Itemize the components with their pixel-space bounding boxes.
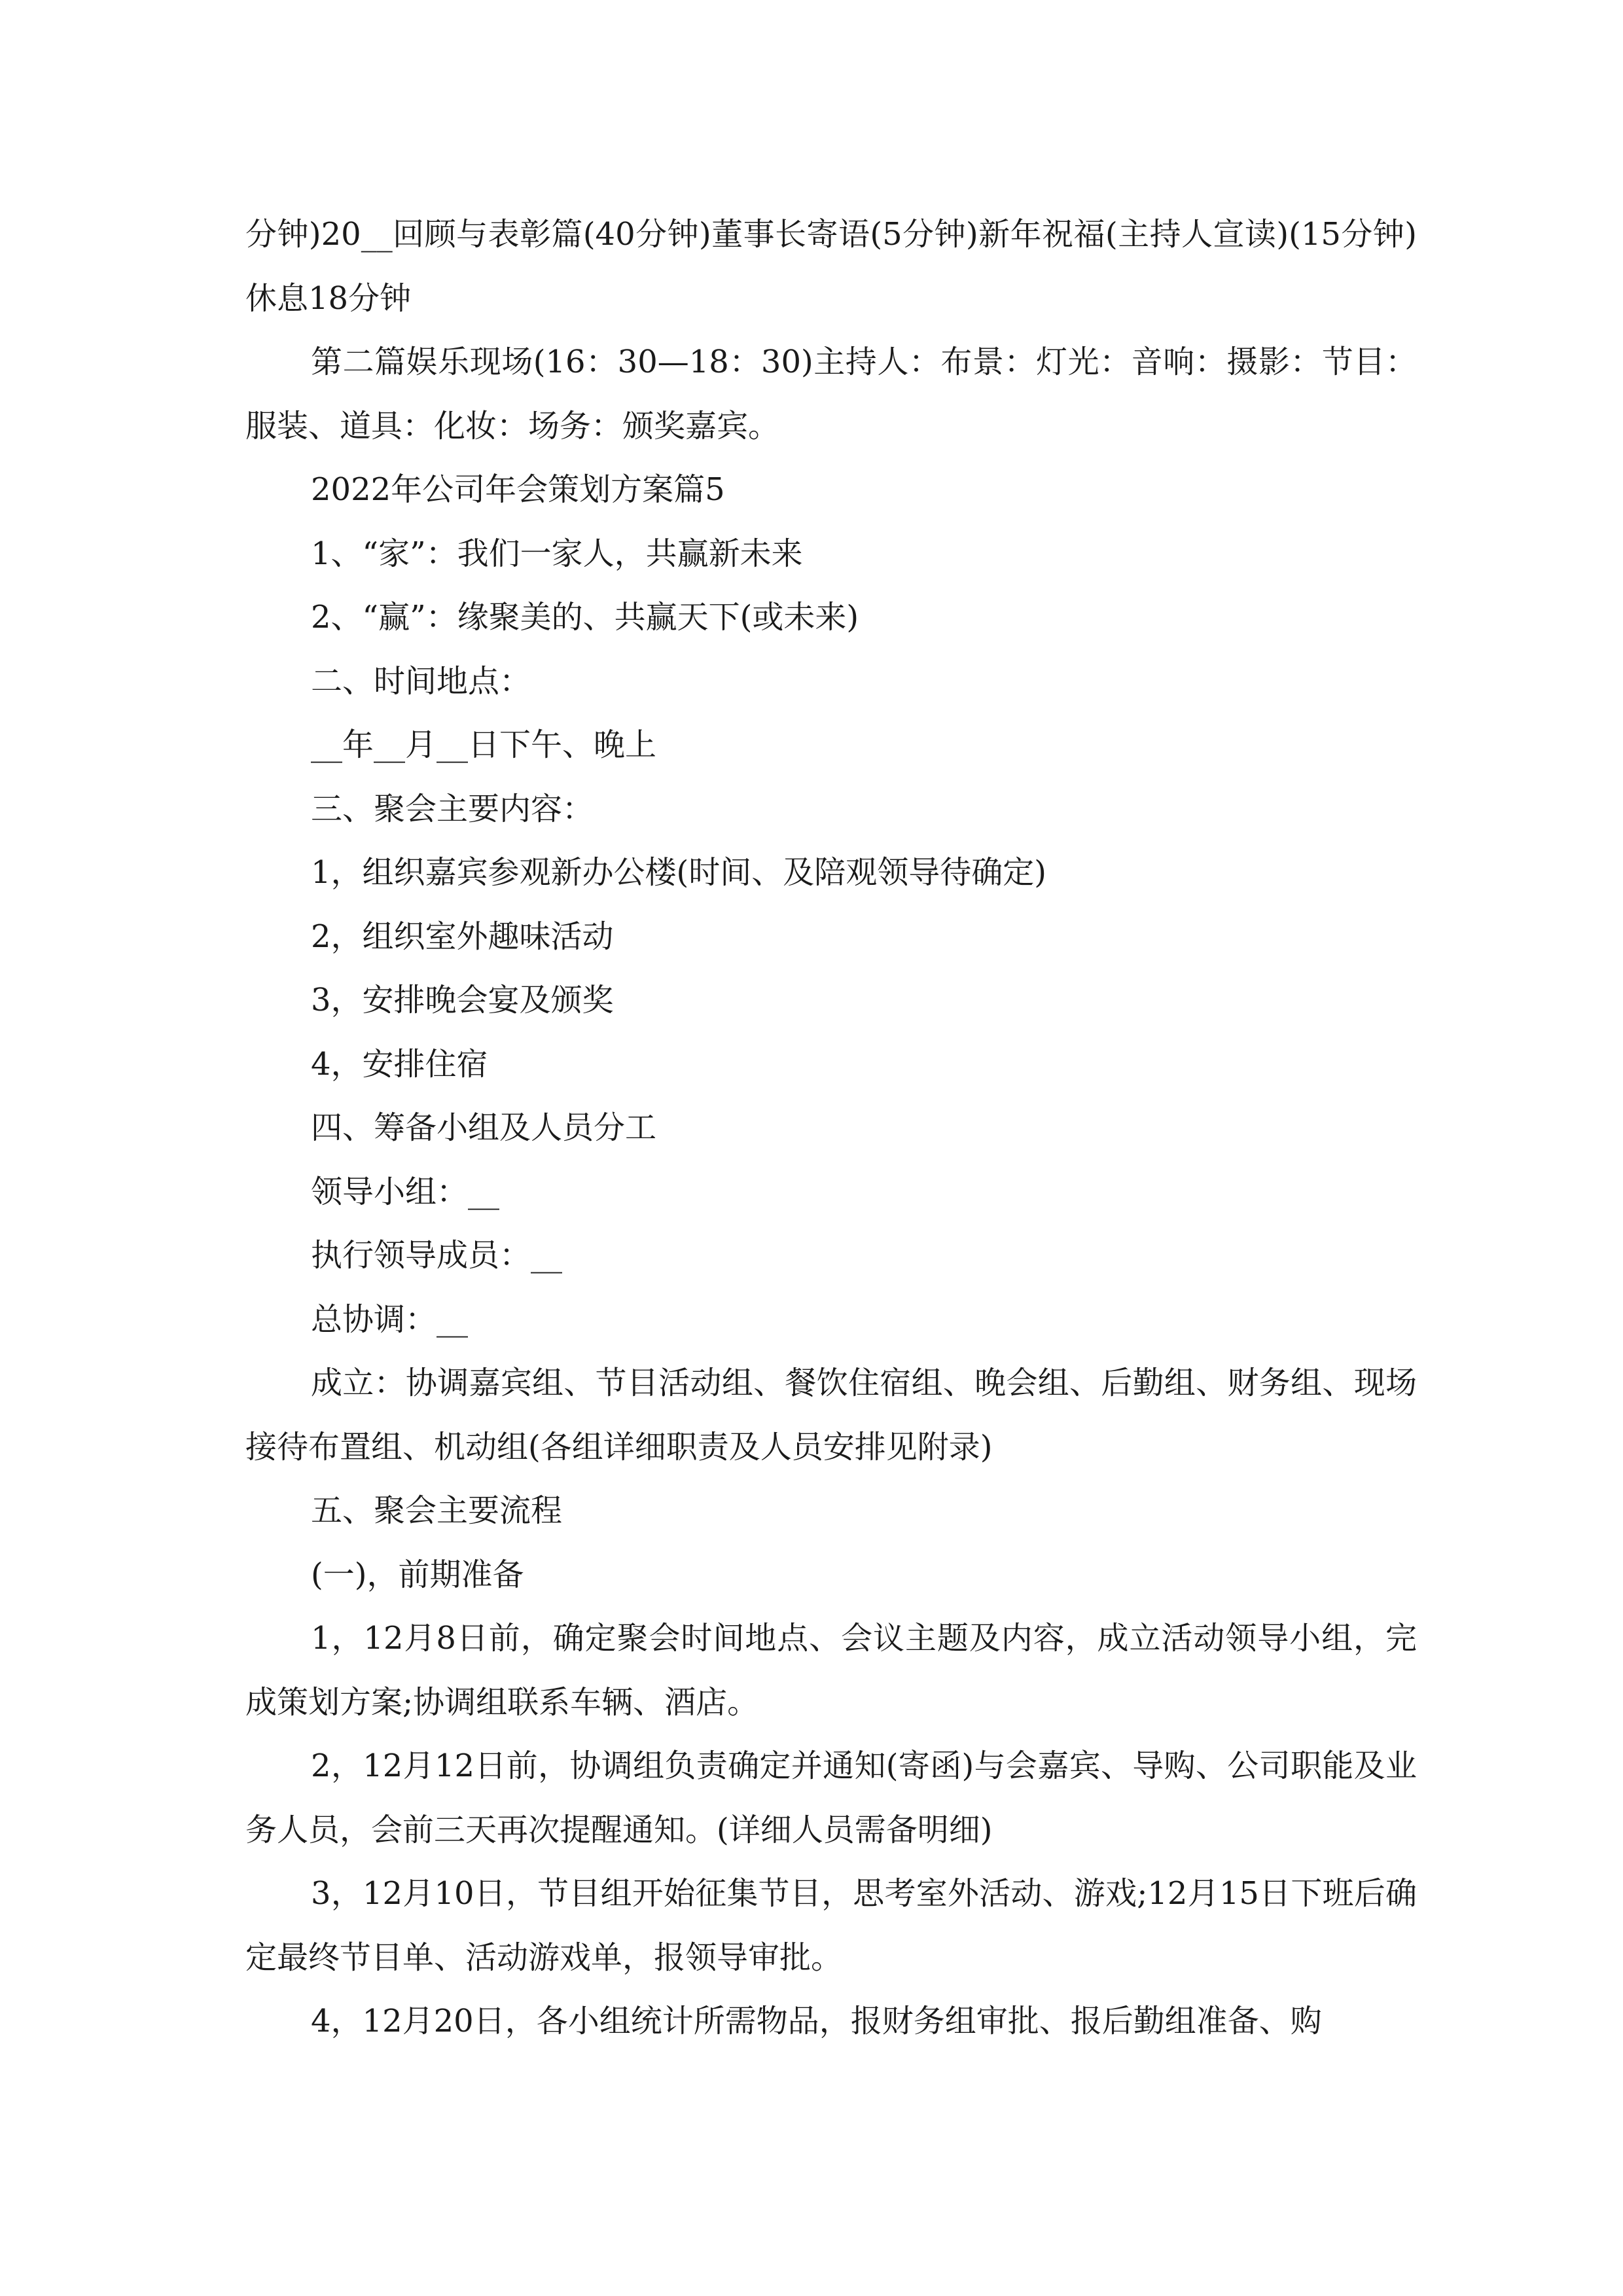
list-item: 3，12月10日，节目组开始征集节目，思考室外活动、游戏;12月15日下班后确定最终节目单、活动游戏单，报领导审批。 [245, 1875, 1417, 1976]
paragraph: 1、“家”：我们一家人，共赢新未来 [311, 535, 803, 572]
paragraph: 执行领导成员：__ [311, 1237, 563, 1274]
paragraph: __年__月__日下午、晚上 [311, 726, 657, 763]
list-item: 1，组织嘉宾参观新办公楼(时间、及陪观领导待确定) [311, 854, 1046, 891]
list-item: 3，安排晚会宴及颁奖 [311, 982, 614, 1018]
document-body [245, 203, 1417, 2054]
paragraph: 分钟)20__回顾与表彰篇(40分钟)董事长寄语(5分钟)新年祝福(主持人宣读)(15分钟)休息18分钟 [245, 216, 1417, 317]
paragraph: 2、“赢”：缘聚美的、共赢天下(或未来) [311, 599, 859, 636]
section-heading: 五、聚会主要流程 [311, 1492, 563, 1529]
list-item: 1，12月8日前，确定聚会时间地点、会议主题及内容，成立活动领导小组，完成策划方案;协调组联系车辆、酒店。 [245, 1620, 1417, 1721]
paragraph: 领导小组：__ [311, 1173, 500, 1210]
paragraph: 总协调：__ [311, 1300, 469, 1338]
section-heading: 二、时间地点： [311, 662, 531, 700]
sub-heading: (一)，前期准备 [311, 1556, 524, 1593]
section-heading: 四、筹备小组及人员分工 [311, 1109, 657, 1146]
list-item: 4，12月20日，各小组统计所需物品，报财务组审批、报后勤组准备、购 [311, 2003, 1322, 2039]
list-item: 2，12月12日前，协调组负责确定并通知(寄函)与会嘉宾、导购、公司职能及业务人员，会前三天再次提醒通知。(详细人员需备明细) [245, 1748, 1417, 1848]
paragraph: 成立：协调嘉宾组、节目活动组、餐饮住宿组、晚会组、后勤组、财务组、现场接待布置组、机动组(各组详细职责及人员安排见附录) [245, 1365, 1417, 1465]
section-heading: 2022年公司年会策划方案篇5 [311, 471, 725, 508]
paragraph: 第二篇娱乐现场(16：30—18：30)主持人：布景：灯光：音响：摄影：节目：服装、道具：化妆：场务：颁奖嘉宾。 [245, 344, 1417, 444]
list-item: 2，组织室外趣味活动 [311, 918, 614, 955]
list-item: 4，安排住宿 [311, 1045, 488, 1083]
section-heading: 三、聚会主要内容： [311, 790, 594, 827]
